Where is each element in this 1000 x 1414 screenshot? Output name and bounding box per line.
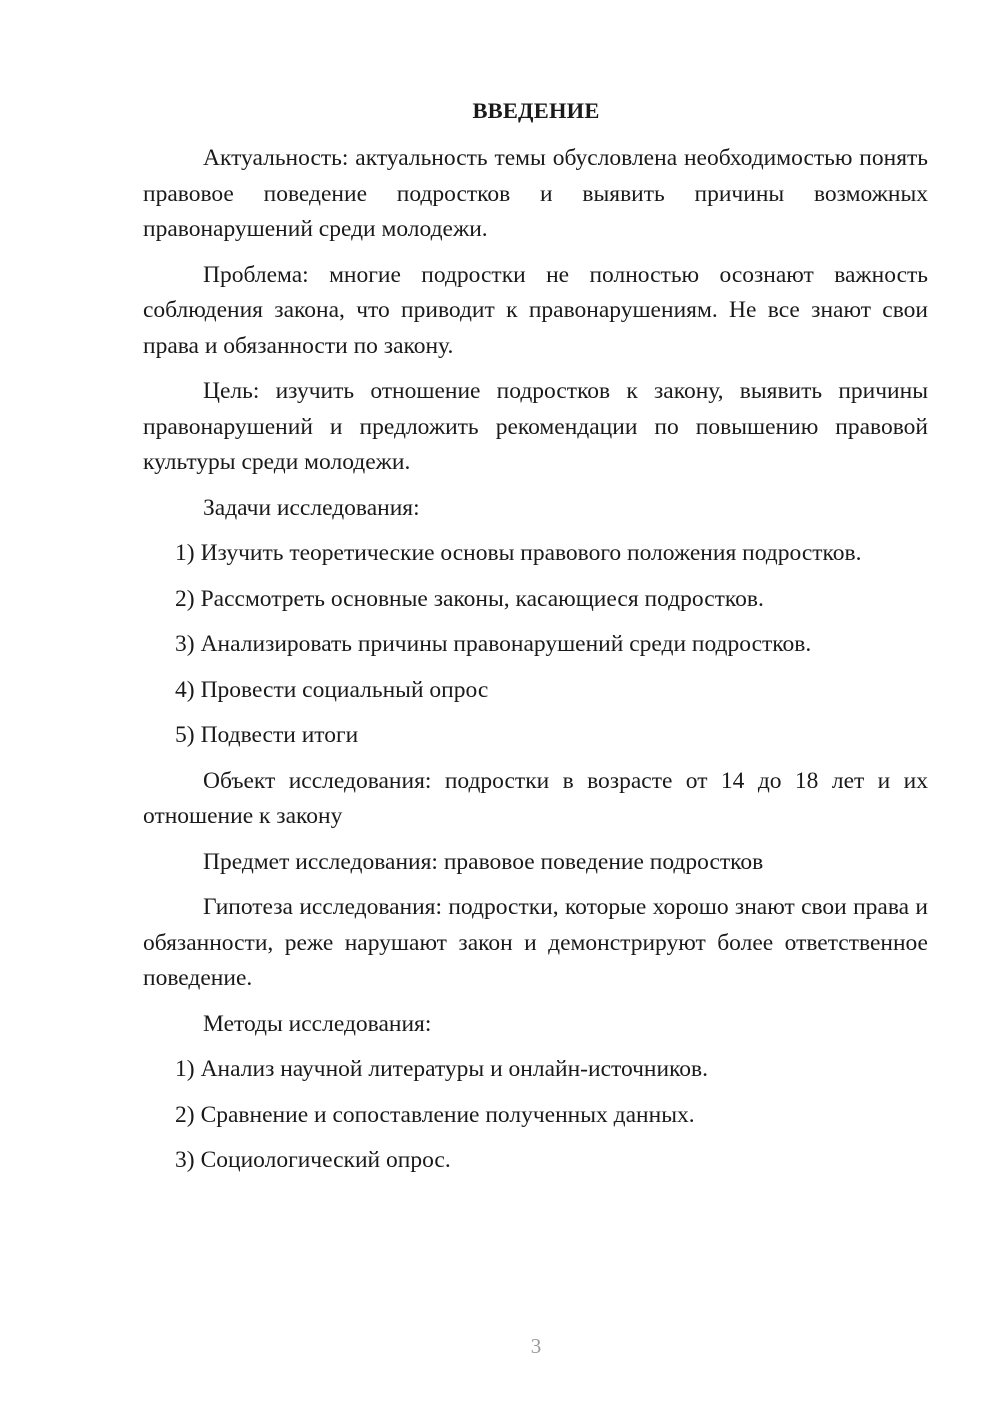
list-item-number: 3) <box>175 631 195 657</box>
list-item-number: 3) <box>175 1147 195 1173</box>
list-item <box>143 1098 928 1134</box>
list-item-text: Анализировать причины правонарушений среди подростков. <box>200 631 812 657</box>
list-item-number: 1) <box>175 540 195 566</box>
subject-paragraph: Предмет исследования: правовое поведение подростков <box>203 848 764 875</box>
document-body <box>143 141 928 1189</box>
list-item-text: Анализ научной литературы и онлайн-источников. <box>200 1056 709 1082</box>
list-item-text: Провести социальный опрос <box>200 676 489 703</box>
list-item <box>143 1052 928 1088</box>
list-item-number: 2) <box>175 1101 195 1128</box>
page-title: ВВЕДЕНИЕ <box>472 98 600 123</box>
list-item <box>143 582 928 618</box>
list-item-text: Социологический опрос. <box>200 1147 451 1173</box>
list-item-text: Изучить теоретические основы правового положения подростков. <box>200 540 862 566</box>
relevance-paragraph: Актуальность: актуальность темы обусловлена необходимостью понять правовое поведение подростков и выявить причины возможных правонарушений среди молодежи. <box>143 145 928 242</box>
tasks-heading: Задачи исследования: <box>203 494 420 521</box>
list-item-number: 5) <box>175 722 195 748</box>
list-item <box>143 536 928 572</box>
list-item-text: Сравнение и сопоставление полученных данных. <box>200 1101 695 1128</box>
list-item <box>143 718 928 754</box>
list-item-number: 1) <box>175 1056 195 1082</box>
list-item <box>143 673 928 709</box>
list-item-text: Подвести итоги <box>200 722 359 748</box>
list-item-number: 2) <box>175 585 195 612</box>
list-item <box>143 1143 928 1179</box>
object-paragraph: Объект исследования: подростки в возрасте от 14 до 18 лет и их отношение к закону <box>143 767 928 829</box>
list-item-text: Рассмотреть основные законы, касающиеся подростков. <box>200 585 764 612</box>
methods-list <box>143 1052 928 1179</box>
hypothesis-paragraph: Гипотеза исследования: подростки, которые хорошо знают свои права и обязанности, реже нарушают закон и демонстрируют более ответственное поведение. <box>143 894 928 991</box>
goal-paragraph: Цель: изучить отношение подростков к закону, выявить причины правонарушений и предложить рекомендации по повышению правовой культуры среди молодежи. <box>143 378 928 475</box>
list-item-number: 4) <box>175 676 195 703</box>
methods-heading: Методы исследования: <box>203 1010 432 1037</box>
page-number: 3 <box>530 1334 542 1358</box>
tasks-list <box>143 536 928 754</box>
list-item <box>143 627 928 663</box>
problem-paragraph: Проблема: многие подростки не полностью осознают важность соблюдения закона, что приводит к правонарушениям. Не все знают свои права и обязанности по закону. <box>143 261 928 359</box>
